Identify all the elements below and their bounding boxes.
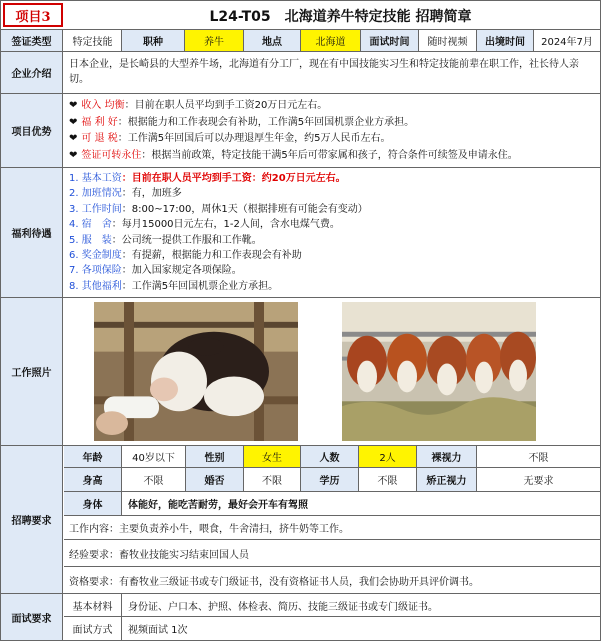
project-tag: 项目3 xyxy=(3,3,63,27)
benefit-text: ：公司统一提供工作服和工作靴。 xyxy=(111,234,262,246)
interview-time-label: 面试时间 xyxy=(361,30,419,51)
interview-time-value: 随时视频 xyxy=(419,30,477,51)
benefit-key: 2. 加班情况 xyxy=(69,188,122,200)
advantage-item xyxy=(69,148,595,165)
advantage-key: 收入 均衡 xyxy=(81,100,125,111)
place-value: 北海道 xyxy=(301,30,361,51)
method-row xyxy=(64,617,600,640)
advantage-text: ：目前在职人员平均到手工资20万日元左右。 xyxy=(124,100,328,111)
heart-icon: ❤ xyxy=(69,133,78,144)
benefits-row xyxy=(0,168,601,298)
qualification-row xyxy=(64,567,600,594)
advantage-item xyxy=(69,98,595,115)
benefit-text: ：加入国家规定各项保险。 xyxy=(121,265,242,277)
body-label: 身体 xyxy=(64,492,122,515)
heart-icon: ❤ xyxy=(69,100,78,111)
age-value: 40岁以下 xyxy=(122,446,186,467)
req-row-2 xyxy=(64,468,600,492)
benefit-item xyxy=(69,263,595,278)
edu-value: 不限 xyxy=(359,468,417,491)
advantages-row xyxy=(0,94,601,168)
visa-label: 签证类型 xyxy=(1,30,63,51)
naked-eye-value: 不限 xyxy=(528,453,549,464)
sex-label: 性别 xyxy=(186,446,244,467)
naked-eye-label: 裸视力 xyxy=(417,446,477,467)
cattle-eating-photo xyxy=(342,302,536,441)
benefit-item xyxy=(69,248,595,263)
count-value: 2人 xyxy=(359,446,417,467)
interview-label: 面试要求 xyxy=(1,594,63,640)
benefit-text: ：工作满5年回国机票企业方承担。 xyxy=(121,280,279,292)
marriage-value: 不限 xyxy=(244,468,301,491)
req-row-1 xyxy=(64,446,600,468)
benefit-key: 4. 宿 舍 xyxy=(69,219,112,231)
requirements-row xyxy=(0,446,601,594)
advantages-label: 项目优势 xyxy=(1,94,63,167)
marriage-label: 婚否 xyxy=(186,468,244,491)
advantage-text: ：根据能力和工作表现会有补助，工作满5年回国机票企业方承担。 xyxy=(117,116,415,128)
materials-row xyxy=(64,594,600,617)
photos-label: 工作照片 xyxy=(1,298,63,445)
job-value: 养牛 xyxy=(185,30,244,51)
benefit-text: ：有，加班多 xyxy=(121,188,182,200)
body-value: 体能好，能吃苦耐劳，最好会开车有驾照 xyxy=(128,500,308,511)
benefit-key: 3. 工作时间 xyxy=(69,203,122,215)
benefit-item xyxy=(69,217,595,232)
benefit-item xyxy=(69,279,595,294)
benefit-text: ：每月15000日元左右，1-2人间，含水电煤气费。 xyxy=(111,219,340,231)
age-label: 年龄 xyxy=(64,446,122,467)
height-label: 身高 xyxy=(64,468,122,491)
work-content: 工作内容：主要负责养小牛，喂食，牛舍清扫，挤牛奶等工作。 xyxy=(69,524,349,535)
place-label: 地点 xyxy=(244,30,301,51)
benefit-key: 7. 各项保险 xyxy=(69,265,122,277)
advantages-list xyxy=(64,94,600,167)
height-value: 不限 xyxy=(122,468,186,491)
advantage-item xyxy=(69,131,595,148)
advantage-key: 可 退 税 xyxy=(81,133,118,144)
interview-row xyxy=(0,594,601,641)
experience-row xyxy=(64,540,600,567)
benefits-list xyxy=(64,168,600,297)
count-label: 人数 xyxy=(301,446,359,467)
req-row-3 xyxy=(64,492,600,516)
benefit-item xyxy=(69,171,595,186)
method-label: 面试方式 xyxy=(64,617,122,640)
company-label: 企业介绍 xyxy=(1,52,63,93)
title-bar xyxy=(0,0,601,30)
advantage-key: 福 利 好 xyxy=(81,116,118,128)
qualification: 资格要求：有畜牧业三级证书或专门级证书，没有资格证书人员，我们会协助开具评价调书。 xyxy=(69,577,479,588)
advantage-text: ：根据当前政策，特定技能干满5年后可带家属和孩子，符合条件可续签及申请永住。 xyxy=(141,149,518,161)
benefit-text: ：8:00~17:00，周休1天（根据排班有可能会有变动） xyxy=(121,203,368,215)
depart-label: 出境时间 xyxy=(477,30,534,51)
benefit-item xyxy=(69,233,595,248)
visa-type-value: 特定技能 xyxy=(64,30,122,51)
benefit-text: ：有提薪，根据能力和工作表现会有补助 xyxy=(121,250,302,262)
materials-value: 身份证、户口本、护照、体检表、简历、技能三级证书或专门级证书。 xyxy=(128,601,438,613)
benefit-key: 6. 奖金制度 xyxy=(69,250,122,262)
method-value: 视频面试 1次 xyxy=(128,625,188,636)
benefit-item xyxy=(69,202,595,217)
work-content-row xyxy=(64,516,600,540)
photos-row xyxy=(0,298,601,446)
advantage-text: ：工作满5年回国后可以办理退厚生年金，约5万人民币左右。 xyxy=(117,133,391,144)
depart-value: 2024年7月 xyxy=(541,37,593,48)
benefit-key: 5. 服 装 xyxy=(69,234,112,246)
benefit-text: ：目前在职人员平均到手工资：约20万日元左右。 xyxy=(121,173,346,184)
benefits-label: 福利待遇 xyxy=(1,168,63,297)
advantage-key: 签证可转永住 xyxy=(81,149,142,161)
corrected-value: 无要求 xyxy=(523,476,554,487)
heart-icon: ❤ xyxy=(69,149,78,161)
materials-label: 基本材料 xyxy=(64,594,122,616)
corrected-label: 矫正视力 xyxy=(417,468,477,491)
sex-value: 女生 xyxy=(244,446,301,467)
requirements-label: 招聘要求 xyxy=(1,446,63,593)
benefit-item xyxy=(69,186,595,201)
calf-feeding-photo xyxy=(94,302,298,441)
benefit-key: 1. 基本工资 xyxy=(69,173,122,184)
company-row xyxy=(0,52,601,94)
company-text: 日本企业，是长崎县的大型养牛场，北海道有分工厂，现在有中国技能实习生和特定技能前辈在职工作，社长待人亲切。 xyxy=(69,59,579,85)
experience: 经验要求：畜牧业技能实习结束回国人员 xyxy=(69,549,249,561)
visa-row xyxy=(0,30,601,52)
advantage-item xyxy=(69,115,595,132)
edu-label: 学历 xyxy=(301,468,359,491)
page-title: L24-T05 北海道养牛特定技能 招聘简章 xyxy=(209,9,472,25)
benefit-key: 8. 其他福利 xyxy=(69,280,122,292)
job-label: 职种 xyxy=(122,30,185,51)
heart-icon: ❤ xyxy=(69,116,78,128)
